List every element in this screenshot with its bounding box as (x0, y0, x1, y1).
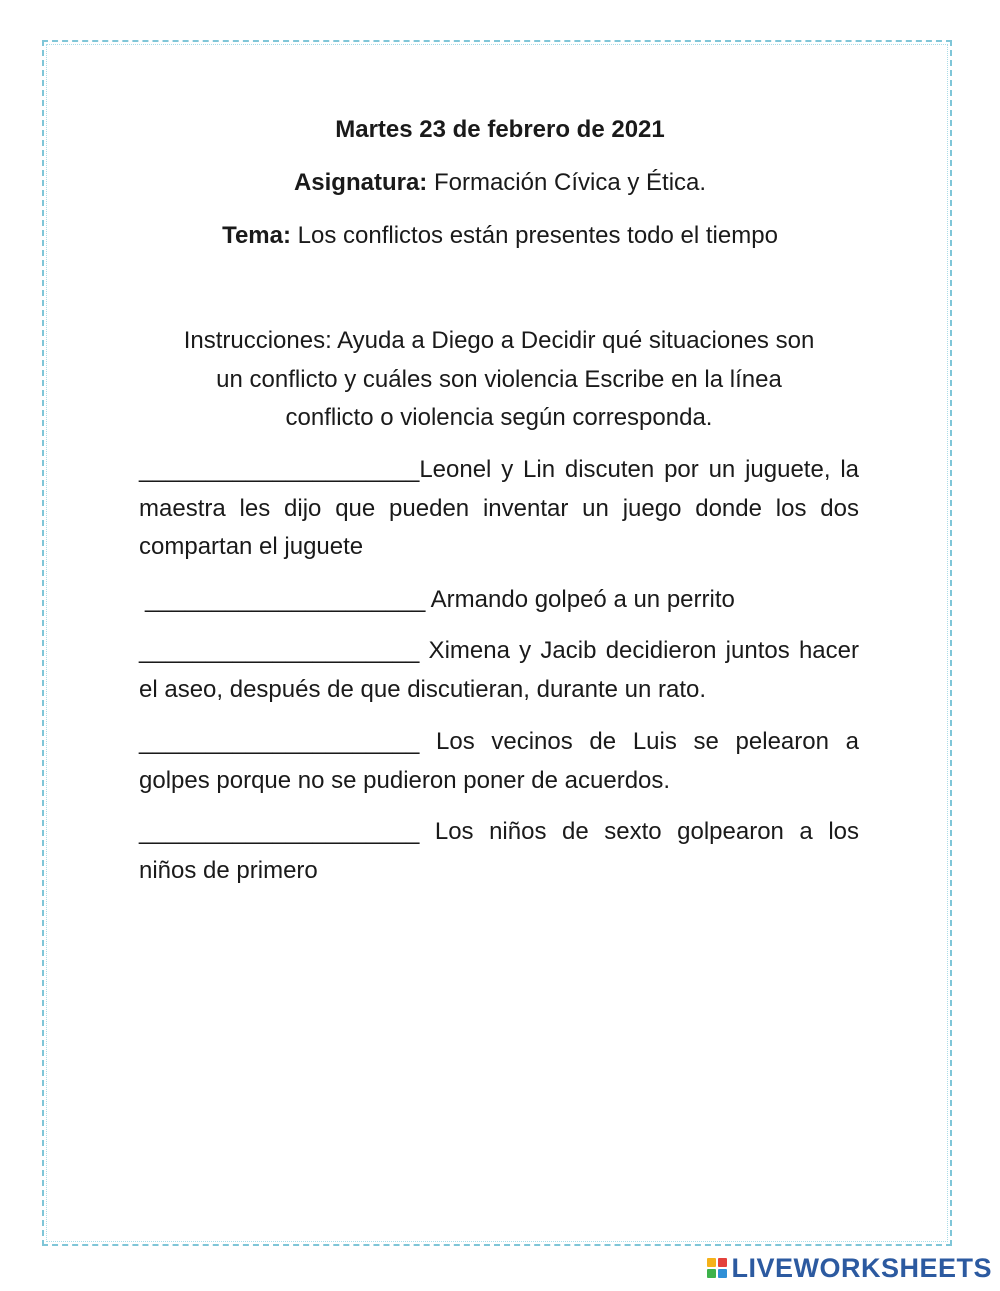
exercise-text-4: Los vecinos de Luis se pelearon a golpes porque no se pudieron poner de acuerdos. (139, 728, 859, 794)
exercise-item-2 (145, 581, 859, 620)
answer-blank-4[interactable]: _____________________ (139, 728, 420, 755)
subject-label: Asignatura: (293, 169, 428, 196)
exercise-item-4 (139, 723, 859, 800)
answer-blank-2[interactable]: _____________________ (145, 586, 426, 613)
exercise-item-5 (139, 813, 859, 890)
exercise-item-1 (139, 451, 859, 567)
instructions-line-1: Instrucciones: Ayuda a Diego a Decidir qué situaciones son (183, 327, 815, 354)
brand-name: LIVEWORKSHEETS (731, 1252, 992, 1283)
answer-blank-1[interactable]: _____________________ (139, 456, 420, 483)
exercise-text-5: Los niños de sexto golpearon a los niños de primero (139, 818, 859, 884)
exercise-text-2: Armando golpeó a un perrito (425, 586, 735, 613)
instructions-line-3: conflicto o violencia según corresponda. (285, 404, 713, 431)
liveworksheets-logo[interactable] (707, 1253, 992, 1283)
answer-blank-3[interactable]: _____________________ (139, 637, 420, 664)
instructions (140, 322, 858, 438)
answer-blank-5[interactable]: _____________________ (139, 818, 420, 845)
exercise-item-3 (139, 632, 859, 709)
liveworksheets-icon (707, 1258, 727, 1278)
date-heading: Martes 23 de febrero de 2021 (335, 116, 665, 143)
subject-value: Formación Cívica y Ética. (427, 169, 707, 196)
topic-line (0, 222, 1000, 250)
exercise-text-1: Leonel y Lin discuten por un juguete, la maestra les dijo que pueden inventar un juego donde los dos compartan el juguete (139, 456, 859, 560)
exercise-text-3: Ximena y Jacib decidieron juntos hacer el aseo, después de que discutieran, durante un rato. (139, 637, 859, 703)
instructions-line-2: un conflicto y cuáles son violencia Escribe en la línea (216, 365, 782, 393)
topic-value: Los conflictos están presentes todo el tiempo (290, 222, 778, 249)
subject-line (0, 169, 1000, 197)
topic-label: Tema: (222, 222, 291, 249)
